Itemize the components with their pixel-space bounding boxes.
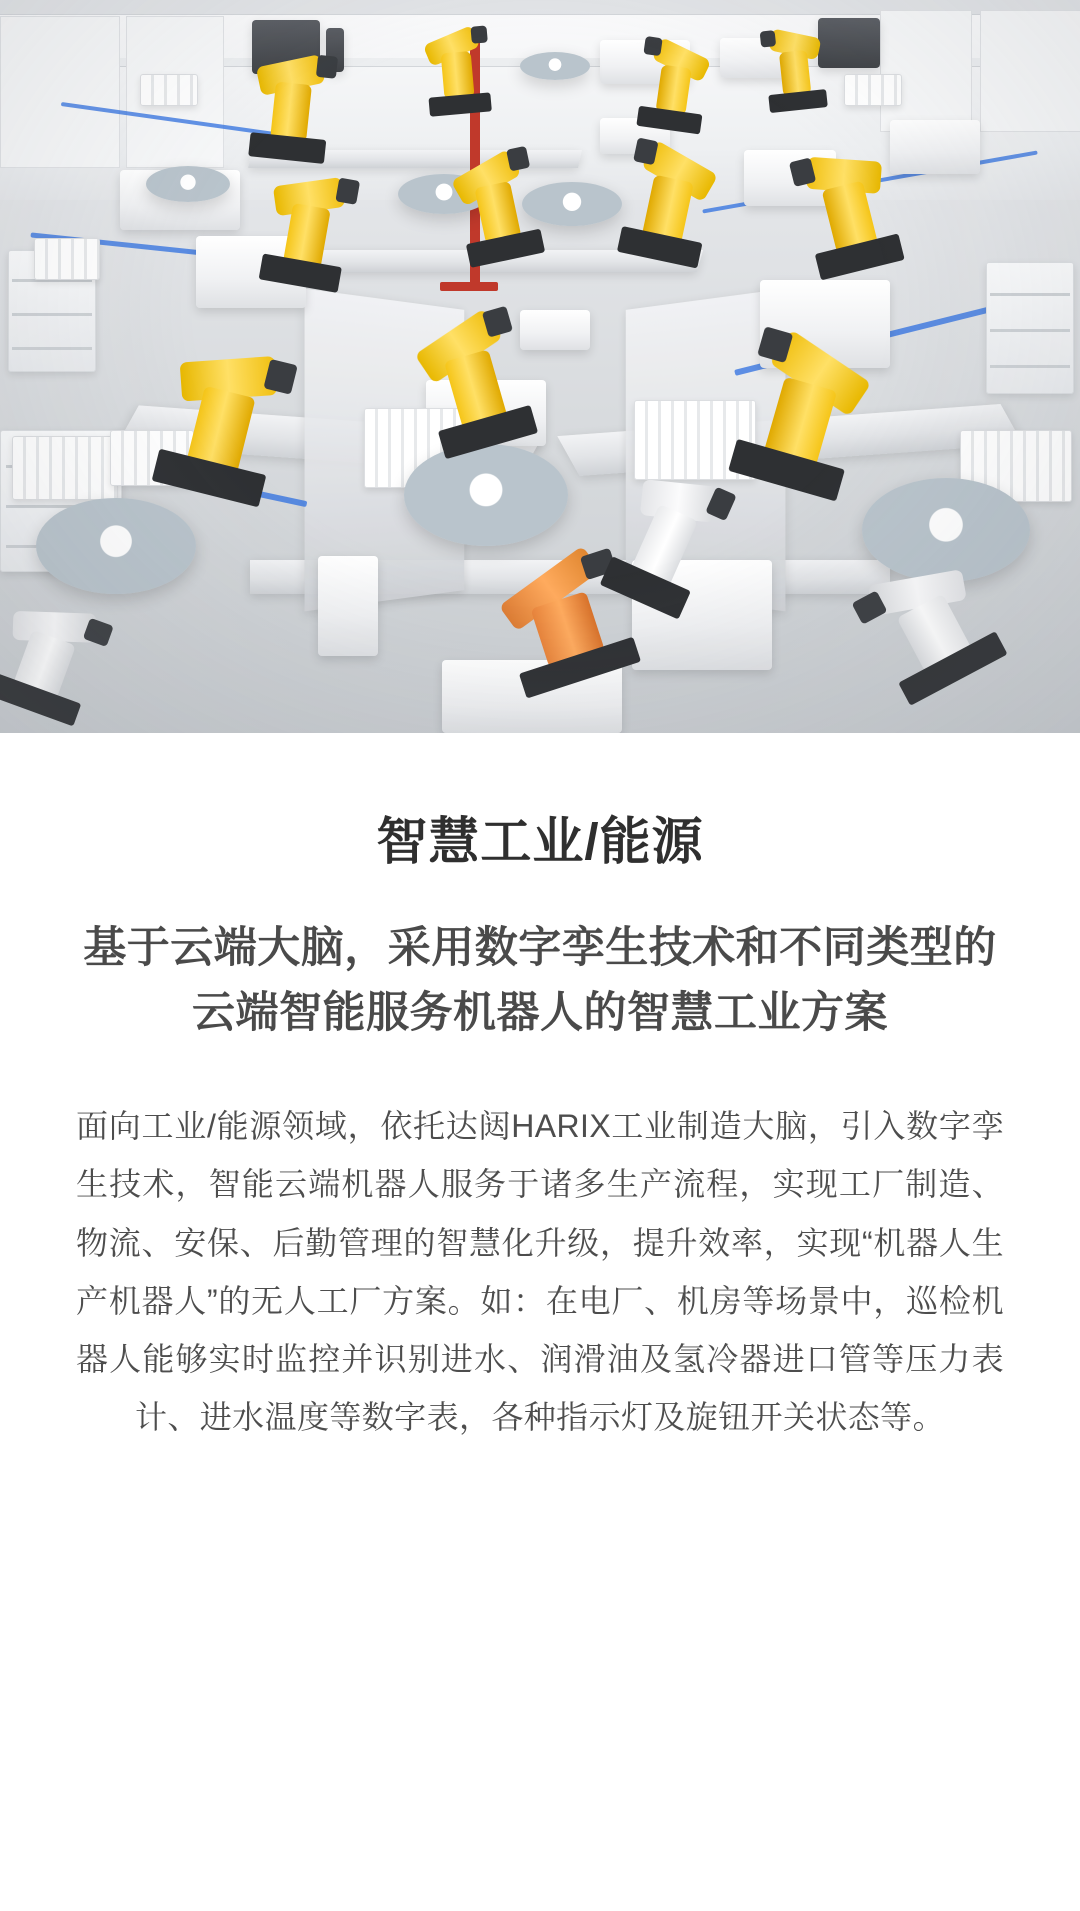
robot-arm — [422, 24, 491, 117]
rack-shelf-bar — [990, 293, 1069, 296]
article-content — [0, 733, 1080, 1447]
robot-gripper — [644, 36, 663, 57]
product-tray — [34, 238, 100, 280]
robot-gripper — [506, 146, 530, 172]
product-tray — [12, 436, 118, 500]
rotary-table — [520, 52, 590, 80]
robot-arm — [761, 23, 827, 113]
robot-lower-arm — [779, 50, 811, 96]
robot-gripper — [316, 55, 338, 79]
robot-lower-arm — [270, 82, 312, 143]
rack-shelf-bar — [990, 329, 1069, 332]
wall-panel — [980, 10, 1080, 132]
rotary-table — [404, 444, 568, 546]
page-title: 智慧工业/能源 — [376, 813, 704, 870]
robot-arm — [248, 47, 335, 164]
article-subheading: 基于云端大脑，采用数字孪生技术和不同类型的云端智能服务机器人的智慧工业方案 — [83, 924, 997, 1037]
robot-lower-arm — [441, 51, 475, 99]
robot-gripper — [336, 178, 361, 204]
rack-shelf-bar — [990, 365, 1069, 368]
workstation-block — [890, 120, 980, 174]
storage-rack — [986, 262, 1074, 394]
red-post-base — [440, 282, 498, 291]
hero-image — [0, 0, 1080, 733]
wall-panel — [0, 16, 120, 168]
workstation-block — [520, 310, 590, 350]
control-monitor — [818, 18, 880, 68]
article-body-text: 面向工业/能源领域，依托达闼HARIX工业制造大脑，引入数字孪生技术，智能云端机器人服务于诸多生产流程，实现工厂制造、物流、安保、后勤管理的智慧化升级，提升效率，实现“机器人生产机器人”的无人工厂方案。如：在电厂、机房等场景中，巡检机器人能够实时监控并识别进水、润滑油及氢冷器进口管等压力表计、进水温度等数字表，各种指示灯及旋钮开关状态等。 — [76, 1108, 1004, 1436]
product-tray — [844, 74, 902, 106]
rotary-table — [36, 498, 196, 594]
factory-scene-illustration — [0, 0, 1080, 733]
rotary-table — [146, 166, 230, 202]
robot-arm — [636, 34, 712, 134]
robot-gripper — [471, 25, 489, 44]
robot-gripper — [759, 30, 776, 48]
rack-shelf-bar — [12, 313, 91, 316]
workstation-block — [318, 556, 378, 656]
product-tray — [140, 74, 198, 106]
rack-shelf-bar — [12, 347, 91, 350]
wall-panel — [880, 10, 972, 132]
